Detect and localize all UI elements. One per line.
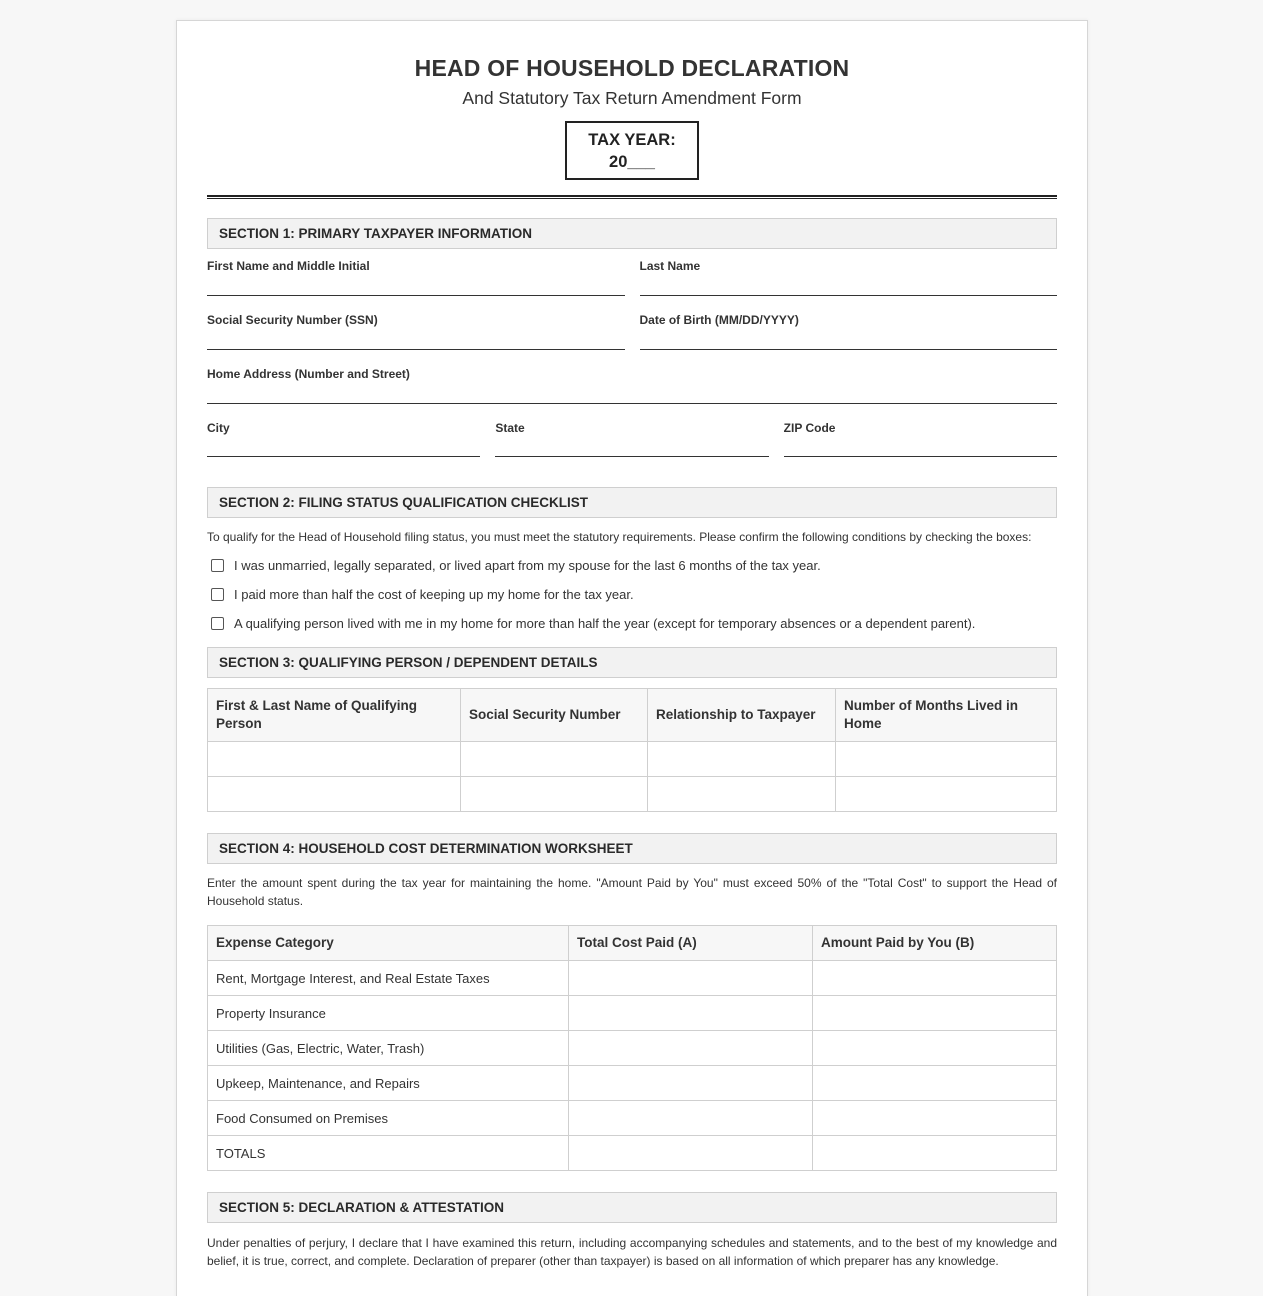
table-cell-input[interactable] [461,777,648,812]
total-cost-input[interactable] [569,1101,813,1136]
section-4-intro: Enter the amount spent during the tax year for maintaining the home. "Amount Paid by You" must exceed 50% of the "Total Cost" to support the Head of Household status. [207,876,1057,908]
address-field [207,367,1057,404]
tax-year-label: TAX YEAR: [588,131,676,149]
name-row [207,259,1057,296]
table-header-row [208,689,1057,742]
form-page [176,20,1088,1296]
column-header: First & Last Name of Qualifying Person [208,689,461,742]
checklist-item-label: I paid more than half the cost of keeping up my home for the tax year. [234,587,634,602]
checklist-item-label: I was unmarried, legally separated, or lived apart from my spouse for the last 6 months of the tax year. [234,558,821,573]
column-header: Total Cost Paid (A) [569,926,813,961]
last-name-input[interactable] [640,277,1058,296]
ssn-field [207,313,625,350]
total-cost-input[interactable] [569,1031,813,1066]
column-header: Amount Paid by You (B) [813,926,1057,961]
address-label: Home Address (Number and Street) [207,367,410,381]
qualification-checklist [207,551,1057,638]
dob-field [640,313,1058,350]
city-label: City [207,421,230,435]
last-name-label: Last Name [639,259,701,273]
table-cell-input[interactable] [836,777,1057,812]
checklist-item-label: A qualifying person lived with me in my home for more than half the year (except for temporary absences or a dependent parent). [234,616,976,631]
zip-label: ZIP Code [783,421,836,435]
ssn-label: Social Security Number (SSN) [207,313,378,327]
state-input[interactable] [495,439,768,457]
table-row [208,1066,1057,1101]
section-2-intro: To qualify for the Head of Household filing status, you must meet the statutory requirements. Please confirm the following conditions by checking the boxes: [207,530,1032,544]
form-subtitle: And Statutory Tax Return Amendment Form [462,88,802,108]
section-2-heading: SECTION 2: FILING STATUS QUALIFICATION CHECKLIST [207,487,1057,518]
table-row [208,996,1057,1031]
amount-paid-input[interactable] [813,1101,1057,1136]
first-name-input[interactable] [207,277,625,296]
totals-label: TOTALS [208,1136,569,1171]
first-name-field [207,259,625,296]
section-1-heading: SECTION 1: PRIMARY TAXPAYER INFORMATION [207,218,1057,249]
city-state-zip-row [207,421,1057,457]
total-cost-input[interactable] [569,1066,813,1101]
table-cell-input[interactable] [208,742,461,777]
checklist-item [207,609,1057,638]
tax-year-box [565,121,699,180]
first-name-label: First Name and Middle Initial [207,259,370,273]
table-header-row [208,926,1057,961]
section-3-heading: SECTION 3: QUALIFYING PERSON / DEPENDENT DETAILS [207,647,1057,678]
form-title: HEAD OF HOUSEHOLD DECLARATION [414,55,850,81]
checkbox-paid-half-cost[interactable] [211,588,224,601]
address-input[interactable] [207,385,1057,404]
total-cost-input[interactable] [569,961,813,996]
table-cell-input[interactable] [836,742,1057,777]
totals-row [208,1136,1057,1171]
column-header: Expense Category [208,926,569,961]
checklist-item [207,580,1057,609]
table-row [208,1101,1057,1136]
section-5-heading: SECTION 5: DECLARATION & ATTESTATION [207,1192,1057,1223]
city-field [207,421,480,457]
declaration-text: Under penalties of perjury, I declare that I have examined this return, including accompanying schedules and statements, and to the best of my knowledge and belief, it is true, correct, and complete. Declaration of preparer (other than taxpayer) is based on all information of which preparer has any knowledge. [207,1236,1057,1268]
dob-input[interactable] [640,331,1058,350]
table-row [208,777,1057,812]
amount-paid-input[interactable] [813,961,1057,996]
state-label: State [495,421,525,435]
zip-input[interactable] [784,439,1057,457]
expense-category: Food Consumed on Premises [208,1101,569,1136]
table-cell-input[interactable] [648,777,836,812]
checklist-item [207,551,1057,580]
total-cost-input[interactable] [569,996,813,1031]
last-name-field [640,259,1058,296]
amount-paid-total-input[interactable] [813,1136,1057,1171]
column-header: Social Security Number [461,689,648,742]
column-header: Number of Months Lived in Home [836,689,1057,742]
section-4-heading: SECTION 4: HOUSEHOLD COST DETERMINATION WORKSHEET [207,833,1057,864]
table-cell-input[interactable] [208,777,461,812]
cost-worksheet-table [207,925,1057,1171]
checkbox-unmarried[interactable] [211,559,224,572]
expense-category: Rent, Mortgage Interest, and Real Estate Taxes [208,961,569,996]
city-input[interactable] [207,439,480,457]
dependent-table [207,688,1057,812]
zip-field [784,421,1057,457]
expense-category: Utilities (Gas, Electric, Water, Trash) [208,1031,569,1066]
table-row [208,961,1057,996]
checkbox-qualifying-person[interactable] [211,617,224,630]
ssn-dob-row [207,313,1057,350]
state-field [495,421,768,457]
header-divider [207,195,1057,199]
column-header: Relationship to Taxpayer [648,689,836,742]
table-cell-input[interactable] [461,742,648,777]
amount-paid-input[interactable] [813,996,1057,1031]
table-row [208,742,1057,777]
tax-year-value[interactable]: 20___ [609,153,655,171]
table-cell-input[interactable] [648,742,836,777]
address-row [207,367,1057,404]
amount-paid-input[interactable] [813,1031,1057,1066]
dob-label: Date of Birth (MM/DD/YYYY) [639,313,799,327]
table-row [208,1031,1057,1066]
expense-category: Property Insurance [208,996,569,1031]
ssn-input[interactable] [207,331,625,350]
amount-paid-input[interactable] [813,1066,1057,1101]
total-cost-total-input[interactable] [569,1136,813,1171]
expense-category: Upkeep, Maintenance, and Repairs [208,1066,569,1101]
